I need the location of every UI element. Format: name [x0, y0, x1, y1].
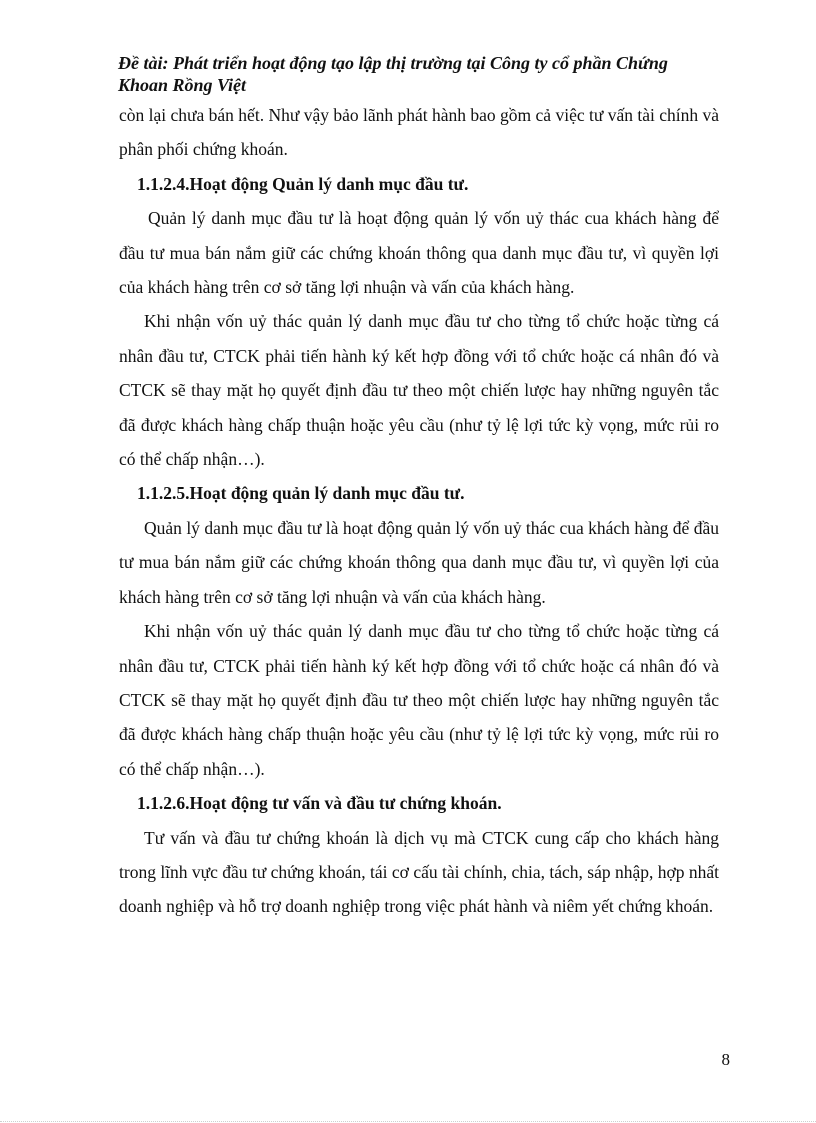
- section-heading: 1.1.2.5.Hoạt động quản lý danh mục đầu tư.: [137, 483, 465, 504]
- intro-paragraph: còn lại chưa bán hết. Như vậy bảo lãnh phát hành bao gồm cả việc tư vấn tài chính và phân phối chứng khoán.: [119, 105, 719, 160]
- section-heading: 1.1.2.6.Hoạt động tư vấn và đầu tư chứng khoán.: [137, 793, 502, 814]
- section-paragraph: Quản lý danh mục đầu tư là hoạt động quản lý vốn uỷ thác cua khách hàng để đầu tư mua bán nắm giữ các chứng khoán thông qua danh mục đầu tư, vì quyền lợi của khách hàng trên cơ sở tăng lợi nhuận và vấn của khách hàng.: [119, 517, 719, 607]
- section-paragraph: Khi nhận vốn uỷ thác quản lý danh mục đầu tư cho từng tổ chức hoặc từng cá nhân đầu tư, CTCK phải tiến hành ký kết hợp đồng với tổ chức hoặc cá nhân đó và CTCK sẽ thay mặt họ quyết định đầu tư theo một chiến lược hay những nguyên tắc đã được khách hàng chấp thuận hoặc yêu cầu (như tỷ lệ lợi tức kỳ vọng, mức rủi ro có thể chấp nhận…).: [119, 311, 719, 470]
- section-paragraph: Khi nhận vốn uỷ thác quản lý danh mục đầu tư cho từng tổ chức hoặc từng cá nhân đầu tư, CTCK phải tiến hành ký kết hợp đồng với tổ chức hoặc cá nhân đó và CTCK sẽ thay mặt họ quyết định đầu tư theo một chiến lược hay những nguyên tắc đã được khách hàng chấp thuận hoặc yêu cầu (như tỷ lệ lợi tức kỳ vọng, mức rủi ro có thể chấp nhận…).: [119, 621, 719, 779]
- section-paragraph: Quản lý danh mục đầu tư là hoạt động quản lý vốn uỷ thác cua khách hàng để đầu tư mua bán nắm giữ các chứng khoán thông qua danh mục đầu tư, vì quyền lợi của khách hàng trên cơ sở tăng lợi nhuận và vấn của khách hàng.: [119, 208, 719, 298]
- section-heading: 1.1.2.4.Hoạt động Quản lý danh mục đầu tư.: [137, 173, 469, 194]
- document-body: [119, 98, 719, 924]
- page-number: 8: [721, 1050, 730, 1069]
- section-1-1-2-5: [119, 476, 719, 786]
- section-1-1-2-6: [119, 786, 719, 924]
- document-header-title: Đề tài: Phát triển hoạt động tạo lập thị trường tại Công ty cổ phần Chứng Khoan Rồng Việt: [118, 53, 668, 95]
- page-bottom-divider: [0, 1121, 816, 1122]
- section-paragraph: Tư vấn và đầu tư chứng khoán là dịch vụ mà CTCK cung cấp cho khách hàng trong lĩnh vực đầu tư chứng khoán, tái cơ cấu tài chính, chia, tách, sáp nhập, hợp nhất doanh nghiệp và hỗ trợ doanh nghiệp trong việc phát hành và niêm yết chứng khoán.: [119, 827, 719, 917]
- section-1-1-2-4: [119, 167, 719, 477]
